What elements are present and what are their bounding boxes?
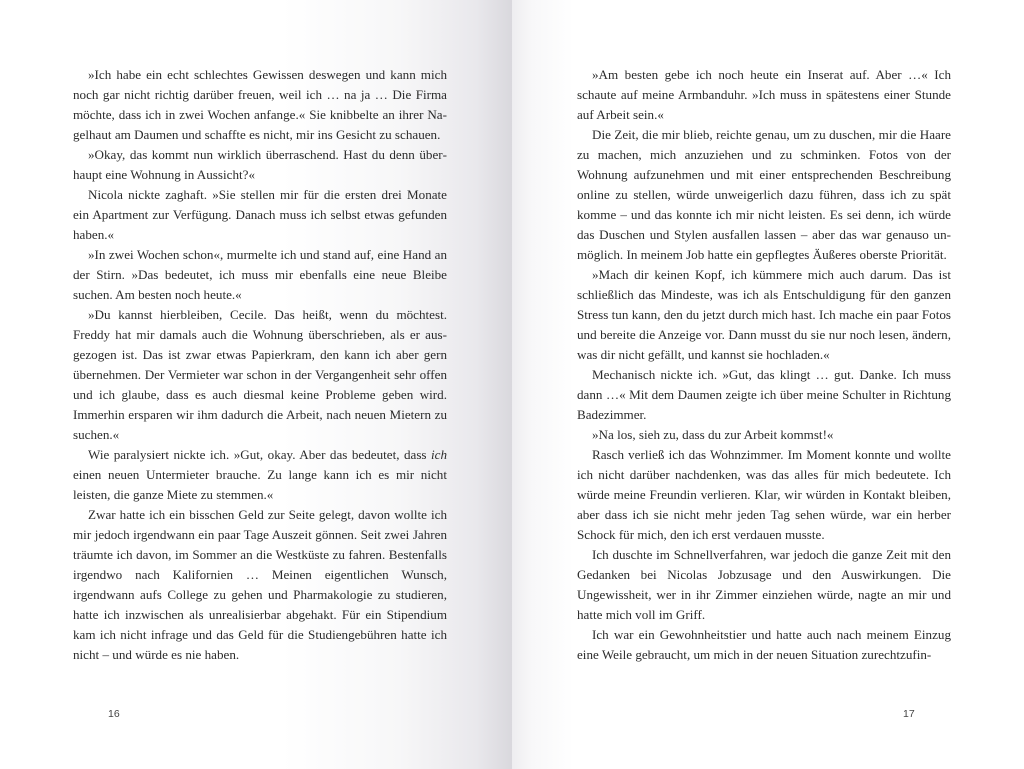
paragraph: »Na los, sieh zu, dass du zur Arbeit kommst!« xyxy=(592,427,834,442)
paragraph: Zwar hatte ich ein bisschen Geld zur Seite gelegt, davon wollte ich mir jedoch irgendwann ein paar Tage Auszeit gönnen. Seit zwei Jahren träumte ich davon, im Sommer an die Westküste zu fahren. Bestenfalls irgendwo nach Kalifornien … Meinen eigentlichen Wunsch, irgendwann aufs College zu gehen und Pharmakologie zu studieren, hatte ich inzwischen als unrealisierbar abgehakt. Für ein Stipendium kam ich nicht infrage und das Geld für die Studiengebühren hatte ich nicht – und würde es nie haben. xyxy=(73,507,447,662)
emphasis: ich xyxy=(431,447,447,462)
paragraph: Ich duschte im Schnellverfahren, war jedoch die ganze Zeit mit den Gedanken bei Nicolas Jobzusage und den Auswirkungen. Die Ungewissheit, wer in ihr Zimmer einziehen würde, nagte an mir und hatte mich voll im Griff. xyxy=(577,547,951,622)
paragraph: »Mach dir keinen Kopf, ich kümmere mich auch darum. Das ist schließlich das Mindeste, was ich als Entschuldigung für den ganzen Stress tun kann, den du jetzt durch mich hast. Ich mache ein paar Fotos und bereite die Anzeige vor. Dann musst du sie nur noch lesen, ändern, was dir nicht gefällt, und kannst sie hochladen.« xyxy=(577,267,951,362)
paragraph: Ich war ein Gewohnheitstier und hatte auch nach meinem Einzug eine Weile gebraucht, um mich in der neuen Situation zurechtzufin- xyxy=(577,627,951,662)
page-number-right: 17 xyxy=(903,708,915,720)
left-page-text xyxy=(73,65,447,665)
right-page xyxy=(512,0,1024,769)
paragraph: »Ich habe ein echt schlechtes Gewissen deswegen und kann mich noch gar nicht richtig darüber freuen, weil ich … na ja … Die Firma möchte, dass ich in zwei Wochen anfange.« Sie knibbelte an ihrer Nagelhaut am Daumen und schaffte es nicht, mir ins Gesicht zu schauen. xyxy=(73,67,447,142)
paragraph: Wie paralysiert nickte ich. »Gut, okay. Aber das bedeutet, dass ich einen neuen Untermieter brauche. Zu lange kann ich es mir nicht leisten, die ganze Miete zu stemmen.« xyxy=(73,447,447,502)
paragraph: Nicola nickte zaghaft. »Sie stellen mir für die ersten drei Monate ein Apartment zur Verfügung. Danach muss ich selbst etwas gefunden haben.« xyxy=(73,187,447,242)
paragraph: »In zwei Wochen schon«, murmelte ich und stand auf, eine Hand an der Stirn. »Das bedeutet, ich muss mir ebenfalls eine neue Bleibe suchen. Am besten noch heute.« xyxy=(73,247,447,302)
paragraph: Mechanisch nickte ich. »Gut, das klingt … gut. Danke. Ich muss dann …« Mit dem Daumen zeigte ich über meine Schulter in Richtung Badezimmer. xyxy=(577,367,951,422)
paragraph: Die Zeit, die mir blieb, reichte genau, um zu duschen, mir die Haare zu machen, mich anzuziehen und zu schminken. Fotos von der Wohnung aufzunehmen und mit einer entsprechenden Beschreibung online zu stellen, würde unweigerlich dazu führen, dass ich zu spät komme – und das konnte ich mir nicht leisten. Es sei denn, ich würde das Duschen und Stylen ausfallen lassen – aber das war genauso unmöglich. In meinem Job hatte ein gepflegtes Äußeres oberste Priorität. xyxy=(577,127,951,262)
paragraph: »Du kannst hierbleiben, Cecile. Das heißt, wenn du möchtest. Freddy hat mir damals auch die Wohnung überschrieben, als er ausgezogen ist. Das ist zwar etwas Papierkram, den kann ich aber gern übernehmen. Der Vermieter war schon in der Vergangenheit sehr offen und ich glaube, dass es auch diesmal keine Probleme geben wird. Immerhin ersparen wir ihm dadurch die Arbeit, nach neuen Mietern zu suchen.« xyxy=(73,307,447,442)
paragraph: »Am besten gebe ich noch heute ein Inserat auf. Aber …« Ich schaute auf meine Armbanduhr. »Ich muss in spätestens einer Stunde auf Arbeit sein.« xyxy=(577,67,951,122)
paragraph: »Okay, das kommt nun wirklich überraschend. Hast du denn überhaupt eine Wohnung in Aussicht?« xyxy=(73,147,447,182)
page-number-left: 16 xyxy=(108,708,120,720)
right-page-text xyxy=(577,65,951,665)
paragraph: Rasch verließ ich das Wohnzimmer. Im Moment konnte und wollte ich nicht darüber nachdenken, was das alles für mich bedeutete. Ich würde meine Freundin verlieren. Klar, wir würden in Kontakt bleiben, aber dass ich sie nicht mehr jeden Tag sehen würde, war ein herber Schock für mich, den ich erst verdauen musste. xyxy=(577,447,951,542)
